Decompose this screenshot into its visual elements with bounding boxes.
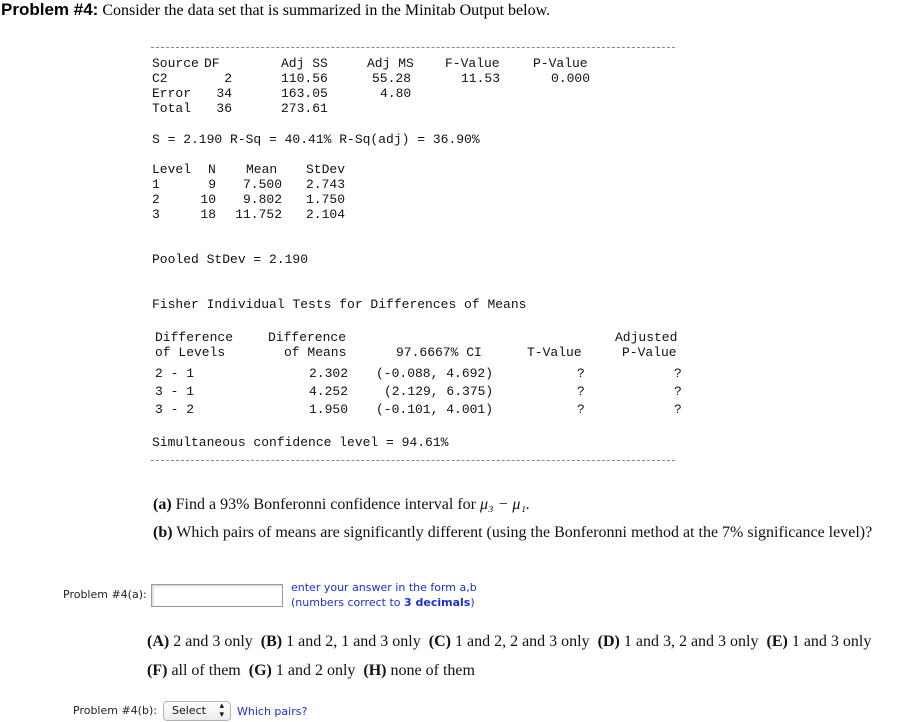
- choice-c: [429, 633, 590, 650]
- anova-header-f: F-Value: [445, 56, 500, 71]
- answer-b-label: Problem #4(b):: [73, 704, 157, 717]
- choice-text: 1 and 3, 2 and 3 only: [623, 633, 759, 650]
- fisher-header-levels-1: Difference: [155, 330, 234, 345]
- question-a-math: μ₃ − μ₁.: [480, 496, 530, 513]
- anova-adjss: 163.05: [281, 86, 328, 101]
- choices-line-2: [147, 662, 475, 680]
- choice-h: [363, 662, 475, 679]
- anova-adjss: 273.61: [281, 101, 328, 116]
- level-stdev: 2.104: [306, 207, 346, 222]
- level-id: 2: [152, 192, 160, 207]
- fisher-header-ci: 97.6667% CI: [396, 345, 482, 360]
- anova-header-df: DF: [204, 56, 220, 71]
- fisher-header-means-1: Difference: [268, 330, 347, 345]
- choice-text: 2 and 3 only: [173, 633, 253, 650]
- level-mean: 9.802: [242, 192, 282, 207]
- fisher-pair: 3 - 1: [155, 384, 195, 399]
- fisher-ci: (-0.088, 4.692): [376, 366, 494, 381]
- answer-a-input[interactable]: [151, 584, 283, 607]
- question-a-text: Find a 93% Bonferonni confidence interval for: [175, 496, 477, 513]
- choice-key: (E): [766, 633, 788, 650]
- hint-prefix: (numbers correct to: [291, 596, 405, 609]
- anova-source: Total: [152, 101, 192, 116]
- problem-intro: Consider the data set that is summarized in the Minitab Output below.: [102, 2, 551, 19]
- fisher-header-adjp-2: P-Value: [622, 345, 677, 360]
- level-id: 1: [152, 177, 160, 192]
- choice-key: (C): [428, 633, 451, 650]
- level-n: 18: [200, 207, 216, 222]
- answer-b-select[interactable]: [163, 701, 231, 721]
- chevron-updown-icon: ▴ ▾: [219, 701, 224, 720]
- level-mean: 7.500: [242, 177, 282, 192]
- level-n: 9: [208, 177, 216, 192]
- level-id: 3: [152, 207, 160, 222]
- fisher-header-t: T-Value: [527, 345, 582, 360]
- fisher-diff: 1.950: [309, 402, 349, 417]
- fisher-ci: (-0.101, 4.001): [376, 402, 494, 417]
- question-b-label: (b): [153, 524, 173, 541]
- fisher-t: ?: [577, 402, 585, 417]
- anova-source: C2: [152, 71, 168, 86]
- choice-key: (F): [147, 662, 168, 679]
- anova-adjms: 55.28: [372, 71, 412, 86]
- fisher-diff: 2.302: [309, 366, 349, 381]
- answer-b-hint: Which pairs?: [237, 705, 308, 718]
- choice-text: 1 and 2, 1 and 3 only: [286, 633, 421, 650]
- answer-a-hint-line2: [291, 595, 477, 610]
- answer-a-label: Problem #4(a):: [63, 588, 147, 601]
- choice-b: [261, 633, 421, 650]
- divider-bottom: [151, 460, 675, 461]
- fisher-header-levels-2: of Levels: [155, 345, 226, 360]
- anova-header-p: P-Value: [533, 56, 588, 71]
- choice-key: (H): [363, 662, 387, 679]
- fisher-diff: 4.252: [309, 384, 349, 399]
- level-n: 10: [200, 192, 216, 207]
- fisher-adjp: ?: [674, 384, 682, 399]
- level-stdev: 2.743: [306, 177, 346, 192]
- anova-adjss: 110.56: [281, 71, 328, 86]
- choice-text: 1 and 2 only: [275, 662, 356, 679]
- level-header-mean: Mean: [246, 162, 278, 177]
- anova-header-source: Source: [152, 56, 199, 71]
- choice-text: 1 and 2, 2 and 3 only: [454, 633, 590, 650]
- fisher-t: ?: [577, 366, 585, 381]
- divider-top: [151, 47, 675, 48]
- choice-key: (G): [248, 662, 272, 679]
- level-stdev: 1.750: [306, 192, 346, 207]
- hint-bold: 3 decimals: [404, 596, 471, 609]
- choice-text: all of them: [171, 662, 241, 679]
- answer-a-hint: [291, 580, 477, 610]
- fisher-header-means-2: of Means: [284, 345, 347, 360]
- fisher-t: ?: [577, 384, 585, 399]
- level-mean: 11.752: [235, 207, 282, 222]
- fisher-header-adjp-1: Adjusted: [615, 330, 678, 345]
- fisher-pair: 2 - 1: [155, 366, 195, 381]
- level-header-level: Level: [152, 162, 192, 177]
- pooled-stdev: Pooled StDev = 2.190: [152, 252, 309, 267]
- choice-key: (B): [260, 633, 283, 650]
- anova-adjms: 4.80: [380, 86, 412, 101]
- choice-text: 1 and 3 only: [791, 633, 872, 650]
- question-a: [153, 496, 530, 514]
- anova-p: 0.000: [551, 71, 591, 86]
- simultaneous-confidence: Simultaneous confidence level = 94.61%: [152, 435, 449, 450]
- level-header-stdev: StDev: [306, 162, 346, 177]
- anova-header-adjms: Adj MS: [367, 56, 414, 71]
- problem-label: Problem #4:: [1, 0, 99, 19]
- choices-line-1: [147, 633, 871, 651]
- hint-suffix: ): [470, 596, 475, 609]
- choice-e: [767, 633, 872, 650]
- choice-key: (A): [147, 633, 170, 650]
- fisher-pair: 3 - 2: [155, 402, 195, 417]
- choice-key: (D): [597, 633, 620, 650]
- question-b-text: Which pairs of means are significantly different (using the Bonferonni method at the 7% significance level)?: [176, 524, 873, 541]
- choice-a: [147, 633, 253, 650]
- choice-f: [147, 662, 241, 679]
- anova-source: Error: [152, 86, 192, 101]
- fisher-adjp: ?: [674, 366, 682, 381]
- anova-f: 11.53: [461, 71, 501, 86]
- select-value: Select: [172, 704, 206, 717]
- answer-a-hint-line1: enter your answer in the form a,b: [291, 581, 477, 594]
- choice-g: [249, 662, 356, 679]
- choice-d: [598, 633, 759, 650]
- anova-header-adjss: Adj SS: [281, 56, 328, 71]
- choice-text: none of them: [390, 662, 475, 679]
- anova-df: 2: [224, 71, 232, 86]
- fisher-title: Fisher Individual Tests for Differences of Means: [152, 297, 527, 312]
- question-b: [153, 524, 872, 542]
- fisher-ci: (2.129, 6.375): [384, 384, 494, 399]
- level-header-n: N: [208, 162, 216, 177]
- problem-title: [1, 0, 550, 20]
- question-a-label: (a): [153, 496, 172, 513]
- fisher-adjp: ?: [674, 402, 682, 417]
- anova-df: 36: [216, 101, 232, 116]
- anova-df: 34: [216, 86, 232, 101]
- model-summary: S = 2.190 R-Sq = 40.41% R-Sq(adj) = 36.90%: [152, 132, 480, 147]
